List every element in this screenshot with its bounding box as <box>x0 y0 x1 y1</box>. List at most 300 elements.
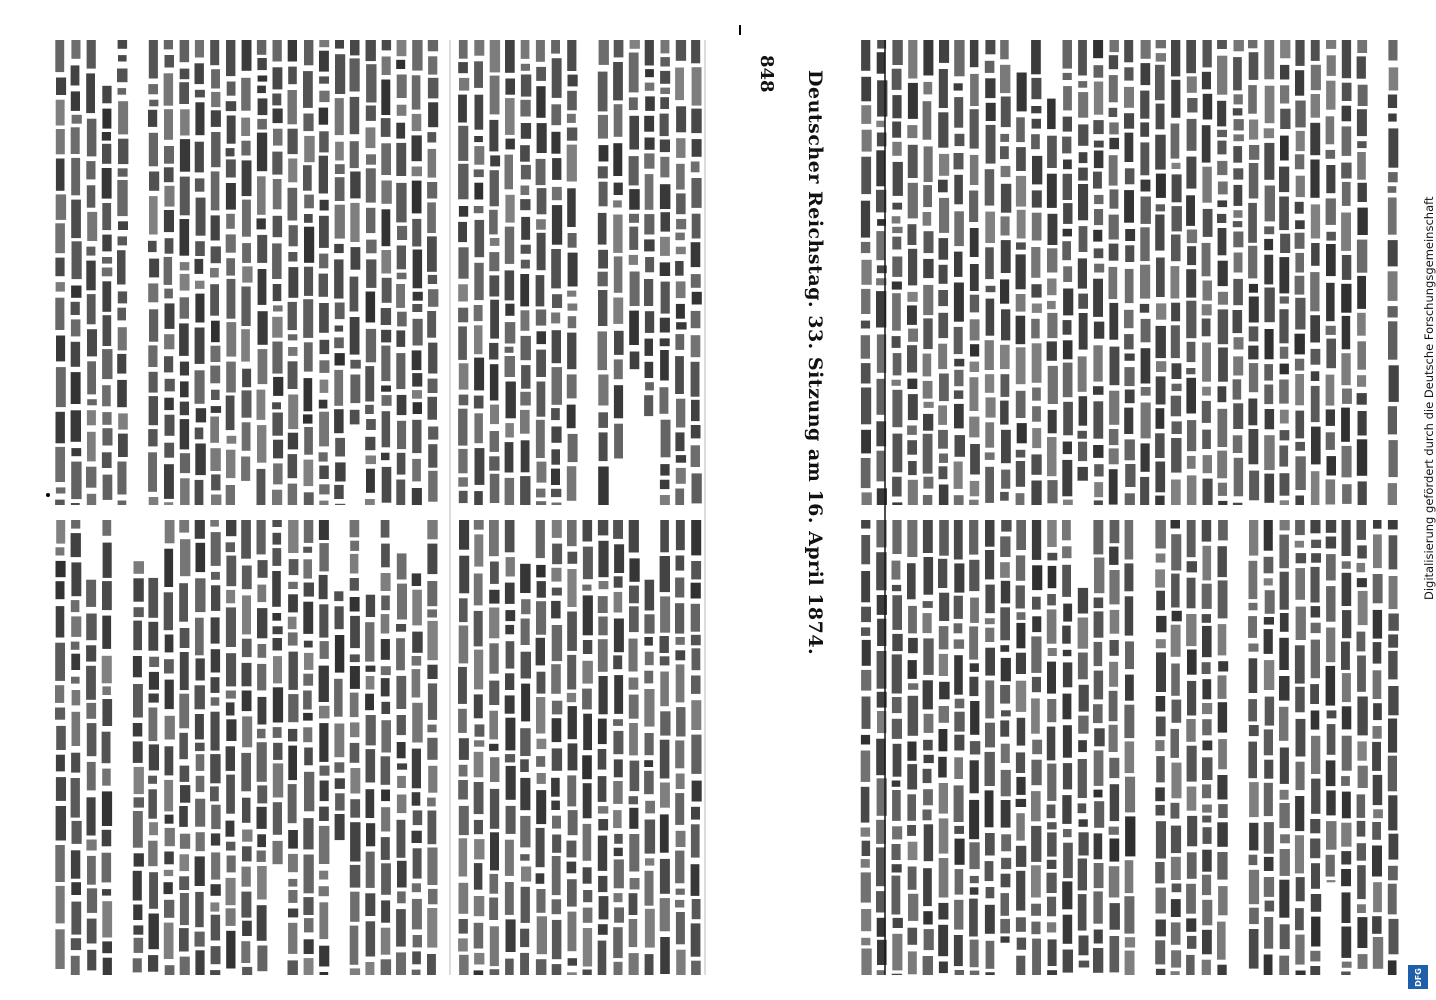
text-line-fragment <box>661 40 670 53</box>
text-line-fragment <box>1000 492 1009 501</box>
text-line-fragment <box>211 697 220 705</box>
text-line-fragment <box>226 746 235 771</box>
text-line-fragment <box>551 489 561 497</box>
text-line-fragment <box>1063 500 1073 505</box>
text-line-fragment <box>536 638 545 666</box>
text-line-fragment <box>103 958 112 975</box>
text-line-fragment <box>366 168 376 202</box>
text-line-fragment <box>1342 182 1351 206</box>
text-line-fragment <box>412 656 422 666</box>
text-line-fragment <box>459 395 469 406</box>
text-line-fragment <box>1358 85 1368 106</box>
text-line-fragment <box>505 347 514 353</box>
text-line-fragment <box>1280 500 1289 505</box>
text-line-fragment <box>1357 741 1366 760</box>
text-line-fragment <box>970 74 979 106</box>
text-line-fragment <box>1264 385 1273 405</box>
text-line-fragment <box>273 763 283 797</box>
text-line-fragment <box>427 581 437 606</box>
text-line-fragment <box>1032 304 1042 313</box>
text-line-fragment <box>1310 272 1319 311</box>
text-line-fragment <box>1279 535 1289 569</box>
text-line-fragment <box>1249 429 1259 464</box>
text-line-fragment <box>893 434 903 473</box>
text-line-fragment <box>954 757 963 779</box>
text-line-fragment <box>1125 439 1135 460</box>
text-line-fragment <box>1218 624 1227 655</box>
text-line-fragment <box>489 681 499 705</box>
text-line-fragment <box>272 402 281 409</box>
text-line-fragment <box>319 604 328 637</box>
text-line-fragment <box>412 114 422 131</box>
text-line-fragment <box>861 335 870 359</box>
page-number: 848 <box>756 55 777 93</box>
text-line-fragment <box>1265 590 1275 614</box>
text-line-fragment <box>660 57 670 66</box>
text-line-fragment <box>955 970 964 975</box>
text-line-fragment <box>1000 146 1009 159</box>
text-line-fragment <box>877 619 886 646</box>
text-line-fragment <box>552 856 561 895</box>
text-line-fragment <box>1124 367 1134 386</box>
text-line-fragment <box>272 413 283 436</box>
text-line-fragment <box>582 689 592 710</box>
text-line-fragment <box>676 889 685 895</box>
text-line-fragment <box>536 873 545 884</box>
text-line-fragment <box>1047 301 1056 309</box>
text-line-fragment <box>1171 625 1181 657</box>
text-line-fragment <box>459 520 469 550</box>
text-line-fragment <box>71 677 80 684</box>
text-line-fragment <box>458 222 467 242</box>
text-line-fragment <box>196 776 205 792</box>
text-line-fragment <box>676 399 685 428</box>
text-line-fragment <box>692 781 702 802</box>
text-line-fragment <box>521 123 531 139</box>
text-line-fragment <box>908 638 918 653</box>
text-line-fragment <box>1109 108 1118 117</box>
text-line-fragment <box>102 616 111 649</box>
text-line-fragment <box>180 652 189 690</box>
text-line-fragment <box>908 683 918 690</box>
text-line-fragment <box>1233 146 1242 163</box>
text-line-fragment <box>1203 455 1212 473</box>
text-line-fragment <box>644 153 654 168</box>
text-line-fragment <box>551 568 561 582</box>
text-line-fragment <box>970 940 979 968</box>
text-line-fragment <box>1187 681 1196 716</box>
text-line-fragment <box>366 106 376 121</box>
text-line-fragment <box>1280 136 1289 161</box>
text-line-fragment <box>1186 195 1195 226</box>
text-line-fragment <box>164 167 174 182</box>
text-line-fragment <box>164 659 174 673</box>
text-line-fragment <box>397 763 407 769</box>
text-line-fragment <box>892 864 902 872</box>
text-line-fragment <box>1079 685 1089 712</box>
text-line-fragment <box>1124 896 1134 933</box>
text-line-fragment <box>954 712 964 732</box>
text-line-fragment <box>56 159 65 191</box>
text-line-fragment <box>1001 430 1011 463</box>
text-line-fragment <box>304 214 313 223</box>
text-line-fragment <box>1156 717 1166 737</box>
text-line-fragment <box>288 923 297 954</box>
text-line-fragment <box>412 951 421 964</box>
text-line-fragment <box>288 361 298 389</box>
text-line-fragment <box>427 202 436 233</box>
text-line-fragment <box>691 604 700 632</box>
text-line-fragment <box>257 585 266 603</box>
text-line-fragment <box>676 40 686 61</box>
text-line-fragment <box>1047 313 1057 338</box>
text-line-fragment <box>614 331 624 355</box>
text-line-fragment <box>211 495 221 506</box>
text-line-fragment <box>258 269 267 305</box>
text-line-fragment <box>660 556 670 592</box>
text-line-fragment <box>319 216 329 248</box>
text-line-fragment <box>1311 894 1321 912</box>
text-line-fragment <box>861 363 871 383</box>
text-line-fragment <box>954 935 963 966</box>
text-line-fragment <box>1047 805 1056 819</box>
text-line-fragment <box>289 559 299 575</box>
text-line-fragment <box>164 109 173 140</box>
text-line-fragment <box>226 159 236 177</box>
text-line-fragment <box>1001 710 1011 716</box>
text-line-fragment <box>303 674 313 686</box>
text-line-fragment <box>1295 456 1305 490</box>
text-line-fragment <box>1155 862 1164 883</box>
text-line-fragment <box>1202 900 1212 926</box>
text-line-fragment <box>148 110 157 127</box>
text-line-fragment <box>536 67 546 81</box>
text-line-fragment <box>1094 82 1103 115</box>
text-line-fragment <box>644 116 654 132</box>
text-line-fragment <box>954 404 964 429</box>
text-line-fragment <box>55 845 65 882</box>
text-line-fragment <box>1140 122 1149 136</box>
text-line-fragment <box>1186 884 1196 914</box>
text-line-fragment <box>226 183 236 210</box>
text-line-fragment <box>118 40 128 49</box>
text-line-fragment <box>102 791 112 826</box>
text-line-fragment <box>1032 406 1041 422</box>
text-line-fragment <box>1031 636 1041 673</box>
text-line-fragment <box>87 410 96 425</box>
text-line-fragment <box>1373 703 1382 720</box>
text-line-fragment <box>521 440 530 472</box>
text-line-fragment <box>1032 156 1042 185</box>
text-line-fragment <box>1357 545 1367 558</box>
text-line-fragment <box>272 548 281 566</box>
text-line-fragment <box>273 129 283 146</box>
text-line-fragment <box>676 831 686 847</box>
text-line-fragment <box>1327 724 1336 755</box>
text-line-fragment <box>381 720 391 752</box>
text-line-fragment <box>1389 440 1398 477</box>
text-line-fragment <box>1202 401 1211 423</box>
text-line-fragment <box>210 786 219 801</box>
text-line-fragment <box>1109 267 1118 299</box>
text-line-fragment <box>180 854 190 871</box>
text-line-fragment <box>907 426 917 435</box>
text-line-fragment <box>1358 591 1368 625</box>
text-line-fragment <box>1171 763 1181 799</box>
text-line-fragment <box>1017 612 1026 620</box>
text-line-fragment <box>691 178 701 208</box>
text-line-fragment <box>1078 168 1088 181</box>
text-line-fragment <box>1342 673 1351 702</box>
text-line-fragment <box>1078 588 1088 614</box>
text-line-fragment <box>939 265 948 284</box>
text-line-fragment <box>412 703 423 743</box>
text-line-fragment <box>257 133 267 172</box>
text-line-fragment <box>676 707 685 736</box>
text-line-fragment <box>303 299 313 338</box>
text-line-fragment <box>1326 855 1335 877</box>
text-line-fragment <box>304 492 314 505</box>
text-line-fragment <box>71 938 81 950</box>
text-line-fragment <box>892 257 902 277</box>
text-line-fragment <box>969 800 979 839</box>
text-line-fragment <box>179 583 188 622</box>
text-line-fragment <box>149 657 159 667</box>
text-line-fragment <box>1062 626 1071 644</box>
text-line-fragment <box>1155 496 1164 505</box>
text-line-fragment <box>1140 304 1149 313</box>
text-line-fragment <box>1187 746 1197 782</box>
text-line-fragment <box>117 380 127 407</box>
text-line-fragment <box>180 419 189 449</box>
text-line-fragment <box>134 607 144 617</box>
text-line-fragment <box>273 216 283 237</box>
text-line-fragment <box>660 596 670 632</box>
text-line-fragment <box>195 328 205 364</box>
text-line-fragment <box>907 305 917 325</box>
text-line-fragment <box>520 100 530 117</box>
text-line-fragment <box>428 683 437 720</box>
text-line-fragment <box>691 362 700 397</box>
text-line-fragment <box>117 354 126 374</box>
text-line-fragment <box>520 728 530 756</box>
text-line-fragment <box>629 311 639 345</box>
text-line-fragment <box>1264 474 1274 503</box>
text-line-fragment <box>1233 403 1243 429</box>
text-line-fragment <box>908 83 918 119</box>
text-line-fragment <box>1388 719 1397 753</box>
text-line-fragment <box>1373 534 1382 568</box>
text-line-fragment <box>1326 666 1336 706</box>
text-line-fragment <box>489 711 498 740</box>
text-line-fragment <box>71 372 81 404</box>
text-line-fragment <box>1016 347 1026 384</box>
text-line-fragment <box>165 238 174 254</box>
text-line-fragment <box>1357 439 1367 476</box>
text-line-fragment <box>335 98 344 135</box>
text-line-fragment <box>320 972 329 975</box>
text-line-fragment <box>458 780 468 800</box>
text-line-fragment <box>567 466 577 501</box>
text-line-fragment <box>876 847 885 886</box>
text-line-fragment <box>320 200 329 211</box>
text-line-fragment <box>614 576 623 587</box>
text-line-fragment <box>1156 639 1166 648</box>
text-line-fragment <box>536 310 546 326</box>
text-line-fragment <box>149 497 159 505</box>
text-line-fragment <box>970 760 979 793</box>
text-line-fragment <box>304 378 313 411</box>
text-line-fragment <box>350 892 359 922</box>
text-line-fragment <box>1124 67 1133 80</box>
text-line-fragment <box>304 195 314 209</box>
text-line-fragment <box>489 252 499 271</box>
text-line-fragment <box>1248 399 1257 426</box>
text-line-fragment <box>226 775 235 814</box>
text-line-fragment <box>87 294 96 324</box>
text-line-fragment <box>1310 684 1319 704</box>
text-line-fragment <box>273 305 283 311</box>
text-line-fragment <box>630 761 640 792</box>
text-line-fragment <box>1280 430 1290 440</box>
text-line-fragment <box>180 139 190 172</box>
text-line-fragment <box>1373 574 1383 603</box>
text-line-fragment <box>1264 255 1273 285</box>
text-line-fragment <box>1125 816 1135 856</box>
text-line-fragment <box>319 254 328 269</box>
text-line-fragment <box>1233 134 1244 141</box>
text-line-fragment <box>381 900 390 922</box>
text-line-fragment <box>303 547 312 553</box>
text-line-fragment <box>1311 623 1321 633</box>
text-line-fragment <box>1109 662 1118 687</box>
text-line-fragment <box>1141 40 1151 59</box>
text-line-fragment <box>614 859 624 888</box>
text-line-fragment <box>1389 919 1399 954</box>
text-line-fragment <box>459 491 468 503</box>
text-line-fragment <box>861 607 871 622</box>
text-line-fragment <box>288 594 298 612</box>
text-line-fragment <box>102 349 112 379</box>
text-line-fragment <box>1326 554 1336 580</box>
text-line-fragment <box>149 259 159 278</box>
text-line-fragment <box>939 40 949 63</box>
text-line-fragment <box>970 377 979 411</box>
text-line-fragment <box>985 40 995 54</box>
text-line-fragment <box>459 78 469 91</box>
text-line-fragment <box>567 374 577 398</box>
text-line-fragment <box>924 714 934 733</box>
text-line-fragment <box>490 364 499 400</box>
text-line-fragment <box>180 453 190 473</box>
text-line-fragment <box>1156 652 1166 692</box>
text-line-fragment <box>1171 235 1181 262</box>
text-line-fragment <box>490 832 499 870</box>
text-line-fragment <box>1265 409 1275 429</box>
text-line-fragment <box>1125 493 1135 505</box>
text-line-fragment <box>1109 448 1119 464</box>
text-line-fragment <box>1217 214 1226 223</box>
text-line-fragment <box>630 878 640 889</box>
text-line-fragment <box>1125 168 1135 184</box>
text-line-fragment <box>1031 481 1041 506</box>
text-line-fragment <box>1017 718 1025 746</box>
text-line-fragment <box>382 395 392 406</box>
text-line-fragment <box>1109 391 1119 425</box>
text-line-fragment <box>211 321 220 343</box>
text-line-fragment <box>614 385 623 418</box>
text-line-fragment <box>1388 795 1397 830</box>
text-line-fragment <box>149 672 159 690</box>
text-line-fragment <box>568 75 578 87</box>
text-line-fragment <box>1047 341 1057 360</box>
text-line-fragment <box>1016 147 1026 171</box>
text-line-fragment <box>583 640 592 654</box>
text-line-fragment <box>598 290 607 326</box>
text-line-fragment <box>985 340 994 370</box>
text-line-fragment <box>551 664 561 694</box>
text-line-fragment <box>365 694 374 711</box>
text-line-fragment <box>939 626 949 649</box>
text-line-fragment <box>304 227 314 263</box>
text-line-fragment <box>412 40 422 71</box>
text-line-fragment <box>1264 128 1274 138</box>
text-line-fragment <box>892 876 901 915</box>
text-line-fragment <box>180 539 190 576</box>
text-line-fragment <box>397 715 406 735</box>
text-line-fragment <box>582 661 593 684</box>
text-line-fragment <box>892 390 902 427</box>
text-line-fragment <box>334 370 343 406</box>
text-line-fragment <box>366 329 376 362</box>
text-line-fragment <box>1109 469 1118 504</box>
text-line-fragment <box>599 432 608 461</box>
text-line-fragment <box>552 294 562 308</box>
text-line-fragment <box>876 891 885 912</box>
text-line-fragment <box>567 569 576 607</box>
text-line-fragment <box>134 767 144 794</box>
text-line-fragment <box>1264 435 1275 470</box>
text-line-fragment <box>1310 160 1319 198</box>
text-line-fragment <box>676 193 686 214</box>
text-line-fragment <box>1202 304 1212 315</box>
text-line-fragment <box>1016 871 1025 911</box>
text-line-fragment <box>583 520 593 542</box>
text-line-fragment <box>567 128 577 141</box>
text-line-fragment <box>489 590 499 604</box>
text-line-fragment <box>552 158 561 180</box>
text-line-fragment <box>86 840 96 851</box>
text-line-fragment <box>598 819 608 830</box>
text-line-fragment <box>1001 770 1011 796</box>
text-line-fragment <box>1249 471 1259 501</box>
text-line-fragment <box>924 402 934 408</box>
text-line-fragment <box>1094 750 1104 786</box>
text-line-fragment <box>1171 899 1181 917</box>
text-line-fragment <box>1155 569 1165 587</box>
text-line-fragment <box>1388 198 1397 235</box>
text-line-fragment <box>102 412 111 425</box>
text-line-fragment <box>536 889 545 913</box>
text-line-fragment <box>1124 563 1133 591</box>
text-line-fragment <box>676 912 685 944</box>
text-line-fragment <box>505 155 514 190</box>
text-line-fragment <box>227 279 236 319</box>
text-line-fragment <box>226 590 235 603</box>
text-line-fragment <box>164 398 174 410</box>
text-line-fragment <box>396 638 405 670</box>
text-line-fragment <box>552 625 562 661</box>
